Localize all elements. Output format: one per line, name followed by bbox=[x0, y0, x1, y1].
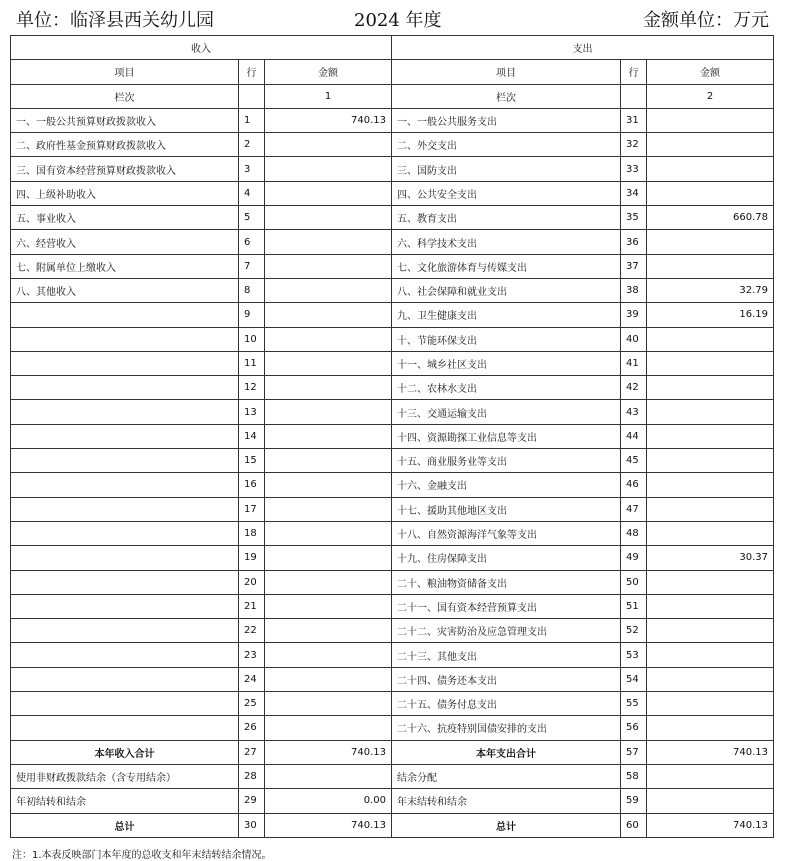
expense-row-number: 57 bbox=[621, 740, 647, 764]
income-amount-cell bbox=[265, 473, 392, 497]
expense-row-number: 43 bbox=[621, 400, 647, 424]
income-row-number: 30 bbox=[239, 813, 265, 837]
expense-item-cell: 年末结转和结余 bbox=[392, 789, 621, 813]
table-row bbox=[11, 813, 774, 837]
expense-amount-cell bbox=[647, 108, 774, 132]
expense-amount-cell: 740.13 bbox=[647, 813, 774, 837]
income-row-number: 13 bbox=[239, 400, 265, 424]
income-item-cell: 一、一般公共预算财政拨款收入 bbox=[11, 108, 239, 132]
table-row bbox=[11, 449, 774, 473]
expense-item-cell: 二、外交支出 bbox=[392, 133, 621, 157]
expense-amount-cell bbox=[647, 133, 774, 157]
income-amount-cell bbox=[265, 570, 392, 594]
table-row bbox=[11, 400, 774, 424]
expense-row-number: 37 bbox=[621, 254, 647, 278]
section-header-row bbox=[11, 36, 774, 60]
table-row bbox=[11, 303, 774, 327]
income-lanci-label: 栏次 bbox=[11, 84, 239, 108]
income-amount-cell bbox=[265, 716, 392, 740]
income-item-cell: 年初结转和结余 bbox=[11, 789, 239, 813]
income-amount-cell bbox=[265, 254, 392, 278]
income-item-cell bbox=[11, 400, 239, 424]
expense-amount-cell bbox=[647, 716, 774, 740]
expense-amount-cell bbox=[647, 594, 774, 618]
income-amount-cell bbox=[265, 327, 392, 351]
expense-item-cell: 十二、农林水支出 bbox=[392, 376, 621, 400]
expense-item-cell: 二十四、债务还本支出 bbox=[392, 667, 621, 691]
income-amount-cell bbox=[265, 643, 392, 667]
expense-item-cell: 二十二、灾害防治及应急管理支出 bbox=[392, 619, 621, 643]
income-item-cell bbox=[11, 424, 239, 448]
expense-row-number: 31 bbox=[621, 108, 647, 132]
income-amount-cell bbox=[265, 303, 392, 327]
income-item-cell: 八、其他收入 bbox=[11, 278, 239, 302]
expense-row-number: 58 bbox=[621, 764, 647, 788]
income-amount-cell bbox=[265, 157, 392, 181]
expense-amount-cell bbox=[647, 254, 774, 278]
income-item-cell: 四、上级补助收入 bbox=[11, 181, 239, 205]
income-item-cell bbox=[11, 643, 239, 667]
expense-item-cell: 五、教育支出 bbox=[392, 206, 621, 230]
table-row bbox=[11, 473, 774, 497]
expense-amount-cell bbox=[647, 643, 774, 667]
income-item-cell bbox=[11, 570, 239, 594]
table-row bbox=[11, 667, 774, 691]
income-row-number: 21 bbox=[239, 594, 265, 618]
income-row-number: 18 bbox=[239, 521, 265, 545]
expense-amount-cell bbox=[647, 327, 774, 351]
income-item-cell bbox=[11, 303, 239, 327]
income-amount-cell: 740.13 bbox=[265, 740, 392, 764]
income-row-number: 11 bbox=[239, 351, 265, 375]
expense-amount-cell: 32.79 bbox=[647, 278, 774, 302]
income-amount-cell bbox=[265, 546, 392, 570]
table-row bbox=[11, 327, 774, 351]
expense-amount-cell: 740.13 bbox=[647, 740, 774, 764]
income-row-header: 行 bbox=[239, 60, 265, 84]
expense-item-cell: 十五、商业服务业等支出 bbox=[392, 449, 621, 473]
table-row bbox=[11, 181, 774, 205]
expense-amount-cell bbox=[647, 570, 774, 594]
income-amount-cell bbox=[265, 230, 392, 254]
income-item-cell bbox=[11, 667, 239, 691]
income-amount-cell bbox=[265, 521, 392, 545]
income-amount-cell bbox=[265, 619, 392, 643]
expense-item-cell: 一、一般公共服务支出 bbox=[392, 108, 621, 132]
expense-column-number: 2 bbox=[647, 84, 774, 108]
expense-row-number: 39 bbox=[621, 303, 647, 327]
expense-amount-cell bbox=[647, 521, 774, 545]
expense-amount-cell bbox=[647, 157, 774, 181]
expense-row-number: 42 bbox=[621, 376, 647, 400]
table-row bbox=[11, 424, 774, 448]
expense-item-cell: 三、国防支出 bbox=[392, 157, 621, 181]
expense-row-number: 34 bbox=[621, 181, 647, 205]
income-item-cell: 本年收入合计 bbox=[11, 740, 239, 764]
income-item-cell: 使用非财政拨款结余（含专用结余） bbox=[11, 764, 239, 788]
expense-amount-cell: 660.78 bbox=[647, 206, 774, 230]
expense-item-cell: 十六、金融支出 bbox=[392, 473, 621, 497]
expense-row-number: 51 bbox=[621, 594, 647, 618]
expense-row-number: 56 bbox=[621, 716, 647, 740]
table-row bbox=[11, 594, 774, 618]
expense-amount-cell bbox=[647, 181, 774, 205]
income-row-number: 15 bbox=[239, 449, 265, 473]
income-row-number: 24 bbox=[239, 667, 265, 691]
income-item-cell bbox=[11, 521, 239, 545]
expense-amount-cell bbox=[647, 230, 774, 254]
expense-item-cell: 七、文化旅游体育与传媒支出 bbox=[392, 254, 621, 278]
expense-amount-cell: 30.37 bbox=[647, 546, 774, 570]
column-number-row bbox=[11, 84, 774, 108]
table-row bbox=[11, 230, 774, 254]
income-amount-cell bbox=[265, 764, 392, 788]
expense-row-number: 36 bbox=[621, 230, 647, 254]
table-row bbox=[11, 133, 774, 157]
expense-item-cell: 二十三、其他支出 bbox=[392, 643, 621, 667]
table-row bbox=[11, 351, 774, 375]
income-item-cell: 总计 bbox=[11, 813, 239, 837]
table-row bbox=[11, 521, 774, 545]
income-amount-cell bbox=[265, 133, 392, 157]
income-item-cell bbox=[11, 546, 239, 570]
income-item-cell bbox=[11, 594, 239, 618]
income-item-cell bbox=[11, 473, 239, 497]
income-row-number: 26 bbox=[239, 716, 265, 740]
expense-item-cell: 九、卫生健康支出 bbox=[392, 303, 621, 327]
income-amount-cell bbox=[265, 376, 392, 400]
income-item-cell bbox=[11, 449, 239, 473]
expense-lanci-label: 栏次 bbox=[392, 84, 621, 108]
table-row bbox=[11, 643, 774, 667]
income-row-number: 14 bbox=[239, 424, 265, 448]
income-item-cell: 三、国有资本经营预算财政拨款收入 bbox=[11, 157, 239, 181]
income-amount-cell bbox=[265, 351, 392, 375]
income-item-cell bbox=[11, 619, 239, 643]
expense-amount-header: 金额 bbox=[647, 60, 774, 84]
expense-row-number: 46 bbox=[621, 473, 647, 497]
expense-row-number: 55 bbox=[621, 692, 647, 716]
report-year: 2024 年度 bbox=[354, 10, 442, 31]
expense-item-header: 项目 bbox=[392, 60, 621, 84]
expense-amount-cell bbox=[647, 497, 774, 521]
income-amount-cell bbox=[265, 449, 392, 473]
income-section-header: 收入 bbox=[11, 36, 392, 60]
table-row bbox=[11, 619, 774, 643]
income-item-cell: 五、事业收入 bbox=[11, 206, 239, 230]
expense-amount-cell bbox=[647, 400, 774, 424]
income-row-number: 10 bbox=[239, 327, 265, 351]
income-amount-cell: 740.13 bbox=[265, 813, 392, 837]
expense-amount-cell bbox=[647, 473, 774, 497]
table-row bbox=[11, 570, 774, 594]
table-row bbox=[11, 546, 774, 570]
income-amount-cell bbox=[265, 497, 392, 521]
expense-row-number: 48 bbox=[621, 521, 647, 545]
table-row bbox=[11, 376, 774, 400]
income-expense-table bbox=[10, 35, 774, 838]
income-row-number: 7 bbox=[239, 254, 265, 278]
income-row-number: 8 bbox=[239, 278, 265, 302]
expense-item-cell: 十一、城乡社区支出 bbox=[392, 351, 621, 375]
expense-item-cell: 十八、自然资源海洋气象等支出 bbox=[392, 521, 621, 545]
expense-amount-cell bbox=[647, 619, 774, 643]
income-item-cell: 六、经营收入 bbox=[11, 230, 239, 254]
expense-row-number: 54 bbox=[621, 667, 647, 691]
income-amount-cell bbox=[265, 181, 392, 205]
table-row bbox=[11, 497, 774, 521]
expense-item-cell: 四、公共安全支出 bbox=[392, 181, 621, 205]
income-amount-cell bbox=[265, 206, 392, 230]
income-row-number: 29 bbox=[239, 789, 265, 813]
income-row-number: 3 bbox=[239, 157, 265, 181]
expense-row-number: 38 bbox=[621, 278, 647, 302]
expense-amount-cell bbox=[647, 376, 774, 400]
expense-amount-cell bbox=[647, 692, 774, 716]
footnote: 注：1.本表反映部门本年度的总收支和年末结转结余情况。 bbox=[12, 850, 272, 861]
expense-item-cell: 十七、援助其他地区支出 bbox=[392, 497, 621, 521]
expense-item-cell: 二十六、抗疫特别国债安排的支出 bbox=[392, 716, 621, 740]
income-item-cell bbox=[11, 716, 239, 740]
expense-row-number: 49 bbox=[621, 546, 647, 570]
expense-item-cell: 总计 bbox=[392, 813, 621, 837]
income-row-number: 1 bbox=[239, 108, 265, 132]
expense-row-number: 47 bbox=[621, 497, 647, 521]
income-row-number: 17 bbox=[239, 497, 265, 521]
expense-item-cell: 八、社会保障和就业支出 bbox=[392, 278, 621, 302]
income-row-number: 19 bbox=[239, 546, 265, 570]
expense-item-cell: 六、科学技术支出 bbox=[392, 230, 621, 254]
report-header bbox=[0, 0, 793, 34]
table-row bbox=[11, 157, 774, 181]
income-item-header: 项目 bbox=[11, 60, 239, 84]
income-item-cell bbox=[11, 692, 239, 716]
expense-item-cell: 本年支出合计 bbox=[392, 740, 621, 764]
income-amount-cell: 740.13 bbox=[265, 108, 392, 132]
expense-row-header: 行 bbox=[621, 60, 647, 84]
income-item-cell bbox=[11, 497, 239, 521]
expense-row-number: 44 bbox=[621, 424, 647, 448]
income-row-number: 4 bbox=[239, 181, 265, 205]
income-amount-cell bbox=[265, 594, 392, 618]
income-row-number: 28 bbox=[239, 764, 265, 788]
income-amount-cell bbox=[265, 692, 392, 716]
table-row bbox=[11, 692, 774, 716]
expense-item-cell: 十九、住房保障支出 bbox=[392, 546, 621, 570]
expense-item-cell: 十、节能环保支出 bbox=[392, 327, 621, 351]
income-lanci-blank bbox=[239, 84, 265, 108]
income-item-cell: 二、政府性基金预算财政拨款收入 bbox=[11, 133, 239, 157]
expense-item-cell: 十四、资源勘探工业信息等支出 bbox=[392, 424, 621, 448]
table-row bbox=[11, 716, 774, 740]
income-amount-cell bbox=[265, 400, 392, 424]
income-row-number: 16 bbox=[239, 473, 265, 497]
expense-amount-cell bbox=[647, 424, 774, 448]
money-unit-label: 金额单位：万元 bbox=[643, 10, 769, 31]
expense-item-cell: 二十、粮油物资储备支出 bbox=[392, 570, 621, 594]
expense-item-cell: 十三、交通运输支出 bbox=[392, 400, 621, 424]
table-row bbox=[11, 740, 774, 764]
income-row-number: 23 bbox=[239, 643, 265, 667]
income-amount-header: 金额 bbox=[265, 60, 392, 84]
expense-item-cell: 结余分配 bbox=[392, 764, 621, 788]
table-row bbox=[11, 278, 774, 302]
income-item-cell bbox=[11, 351, 239, 375]
expense-item-cell: 二十一、国有资本经营预算支出 bbox=[392, 594, 621, 618]
expense-row-number: 45 bbox=[621, 449, 647, 473]
expense-item-cell: 二十五、债务付息支出 bbox=[392, 692, 621, 716]
table-row bbox=[11, 206, 774, 230]
expense-amount-cell bbox=[647, 789, 774, 813]
expense-row-number: 50 bbox=[621, 570, 647, 594]
expense-row-number: 52 bbox=[621, 619, 647, 643]
income-item-cell: 七、附属单位上缴收入 bbox=[11, 254, 239, 278]
column-header-row bbox=[11, 60, 774, 84]
expense-row-number: 53 bbox=[621, 643, 647, 667]
expense-lanci-blank bbox=[621, 84, 647, 108]
expense-row-number: 35 bbox=[621, 206, 647, 230]
income-amount-cell: 0.00 bbox=[265, 789, 392, 813]
income-row-number: 6 bbox=[239, 230, 265, 254]
income-row-number: 25 bbox=[239, 692, 265, 716]
expense-amount-cell bbox=[647, 667, 774, 691]
expense-row-number: 40 bbox=[621, 327, 647, 351]
table-row bbox=[11, 108, 774, 132]
income-item-cell bbox=[11, 327, 239, 351]
table-row bbox=[11, 254, 774, 278]
income-row-number: 22 bbox=[239, 619, 265, 643]
expense-row-number: 32 bbox=[621, 133, 647, 157]
expense-amount-cell bbox=[647, 449, 774, 473]
expense-row-number: 41 bbox=[621, 351, 647, 375]
expense-amount-cell bbox=[647, 764, 774, 788]
table-row bbox=[11, 789, 774, 813]
expense-row-number: 60 bbox=[621, 813, 647, 837]
income-row-number: 12 bbox=[239, 376, 265, 400]
expense-row-number: 59 bbox=[621, 789, 647, 813]
income-row-number: 27 bbox=[239, 740, 265, 764]
income-item-cell bbox=[11, 376, 239, 400]
income-amount-cell bbox=[265, 424, 392, 448]
expense-amount-cell bbox=[647, 351, 774, 375]
expense-amount-cell: 16.19 bbox=[647, 303, 774, 327]
income-row-number: 2 bbox=[239, 133, 265, 157]
income-amount-cell bbox=[265, 278, 392, 302]
income-amount-cell bbox=[265, 667, 392, 691]
income-row-number: 20 bbox=[239, 570, 265, 594]
expense-section-header: 支出 bbox=[392, 36, 774, 60]
table-row bbox=[11, 764, 774, 788]
income-row-number: 9 bbox=[239, 303, 265, 327]
income-row-number: 5 bbox=[239, 206, 265, 230]
unit-label: 单位：临泽县西关幼儿园 bbox=[16, 10, 214, 31]
expense-row-number: 33 bbox=[621, 157, 647, 181]
income-column-number: 1 bbox=[265, 84, 392, 108]
